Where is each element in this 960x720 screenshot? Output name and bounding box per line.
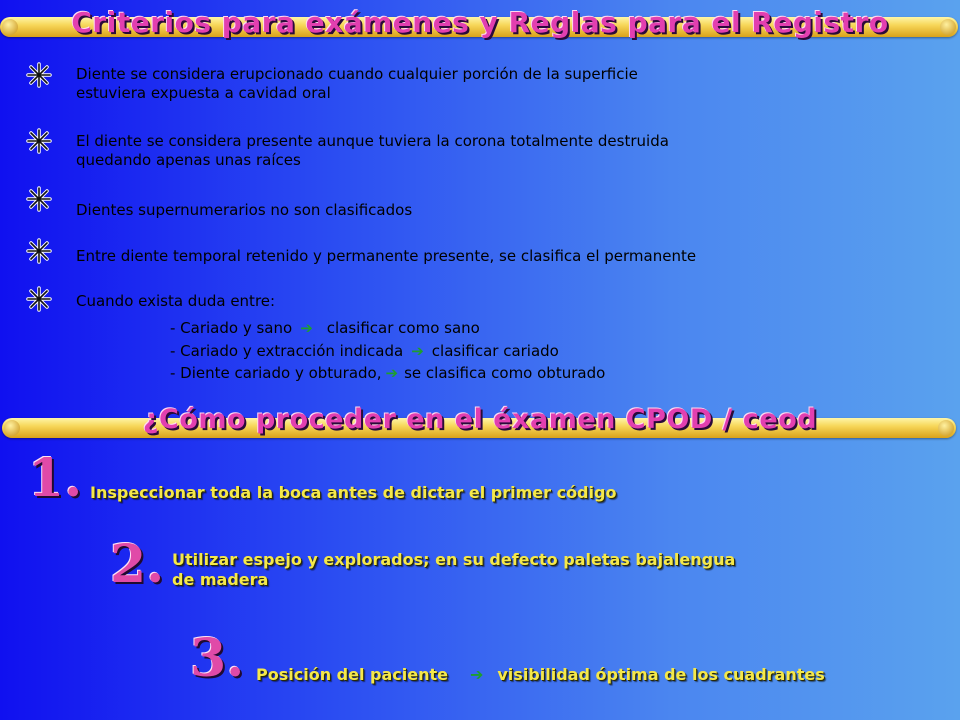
- right-arrow-icon: ➔: [300, 319, 313, 337]
- step-number-3: 3.: [190, 628, 245, 689]
- right-arrow-icon: ➔: [469, 665, 484, 684]
- step-number-2: 2.: [110, 534, 165, 595]
- step-text-2: Utilizar espejo y explorados; en su defecto paletas bajalengua de madera: [172, 550, 736, 589]
- step-number-1: 1.: [28, 448, 83, 509]
- rule-item-present: El diente se considera presente aunque tuviera la corona totalmente destruida quedando apenas unas raíces: [76, 132, 669, 169]
- step-text-1: Inspeccionar toda la boca antes de dictar el primer código: [90, 483, 617, 502]
- section-title: ¿Cómo proceder en el éxamen CPOD / ceod: [142, 404, 818, 435]
- rule-item-supernumerary: Dientes supernumerarios no son clasificados: [76, 201, 413, 219]
- right-arrow-icon: ➔: [385, 364, 399, 382]
- asterisk-bullet-icon: [26, 62, 52, 88]
- step-text-3: Posición del paciente ➔ visibilidad óptima de los cuadrantes: [256, 665, 825, 684]
- doubt-case-item: - Cariado y extracción indicada ➔ clasificar cariado: [170, 342, 559, 360]
- asterisk-bullet-icon: [26, 286, 52, 312]
- asterisk-bullet-icon: [26, 238, 52, 264]
- doubt-case-item: - Cariado y sano ➔ clasificar como sano: [170, 319, 480, 337]
- rule-item-doubt: Cuando exista duda entre:: [76, 292, 276, 310]
- rule-item-erupted: Diente se considera erupcionado cuando cualquier porción de la superficie estuviera expuesta a cavidad oral: [76, 65, 638, 102]
- asterisk-bullet-icon: [26, 186, 52, 212]
- rule-item-temporal-permanent: Entre diente temporal retenido y permanente presente, se clasifica el permanente: [76, 247, 697, 265]
- right-arrow-icon: ➔: [411, 342, 424, 360]
- doubt-case-item: - Diente cariado y obturado, ➔ se clasifica como obturado: [170, 364, 606, 382]
- page-title: Criterios para exámenes y Reglas para el Registro: [71, 6, 889, 39]
- asterisk-bullet-icon: [26, 128, 52, 154]
